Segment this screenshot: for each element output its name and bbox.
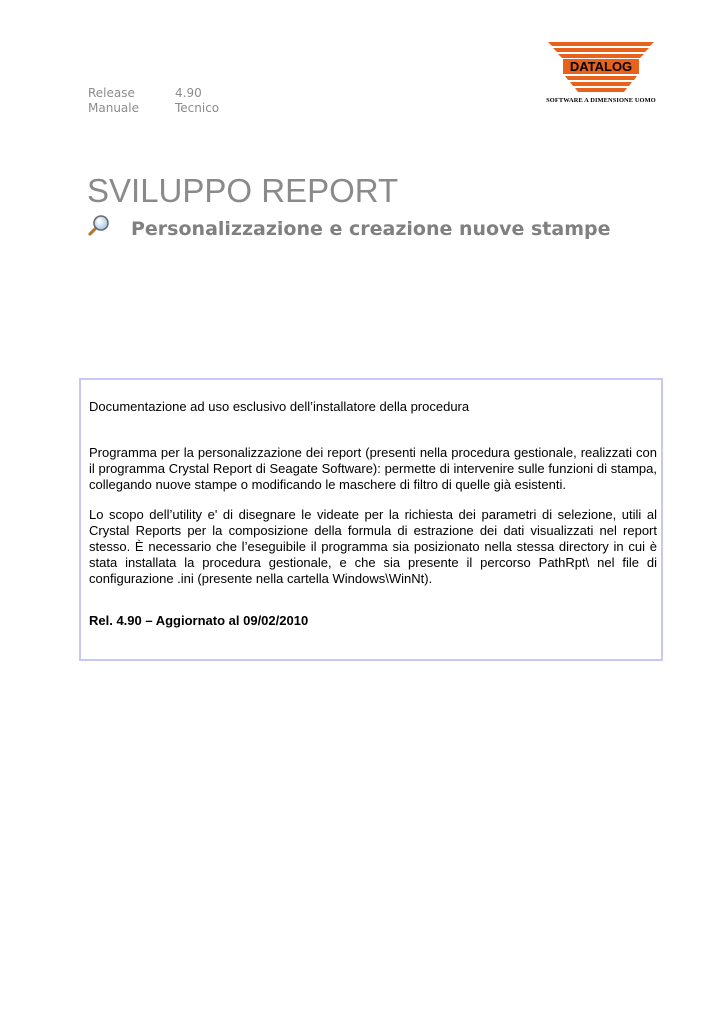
release-value: 4.90 <box>175 86 202 100</box>
datalog-logo-mark <box>548 42 654 92</box>
page-subtitle: Personalizzazione e creazione nuove stampe <box>131 218 611 240</box>
scope-description: Lo scopo dell’utility e' di disegnare le videate per la richiesta dei parametri di selezione, utili al Crystal Reports per la composizione della formula di estrazione dei dati visualizzati nel report stesso. È necessario che l’eseguibile il programma sia posizionato nella stessa directory in cui è stata installata la procedura gestionale, e che sia presente il percorso PathRpt\ nel file di configurazione .ini (presente nella cartella Windows\WinNt). <box>89 507 657 586</box>
description-box <box>79 378 663 661</box>
release-note: Rel. 4.90 – Aggiornato al 09/02/2010 <box>89 613 309 628</box>
logo-brand: DATALOG <box>569 59 633 74</box>
datalog-logo <box>544 42 658 112</box>
release-label: Release <box>88 86 135 100</box>
manual-label: Manuale <box>88 101 139 115</box>
page-title: SVILUPPO REPORT <box>87 172 399 209</box>
magnifier-icon <box>87 213 111 237</box>
release-row <box>88 86 219 101</box>
manual-value: Tecnico <box>175 101 220 115</box>
manual-row <box>88 101 219 116</box>
program-description: Programma per la personalizzazione dei report (presenti nella procedura gestionale, realizzati con il programma Crystal Report di Seagate Software): permette di intervenire sulle funzioni di stampa, collegando nuove stampe o modificando le maschere di filtro di quelle già esistenti. <box>89 445 657 492</box>
logo-tagline: SOFTWARE A DIMENSIONE UOMO <box>546 97 656 104</box>
usage-note: Documentazione ad uso esclusivo dell’installatore della procedura <box>89 399 470 414</box>
release-info <box>88 86 219 116</box>
